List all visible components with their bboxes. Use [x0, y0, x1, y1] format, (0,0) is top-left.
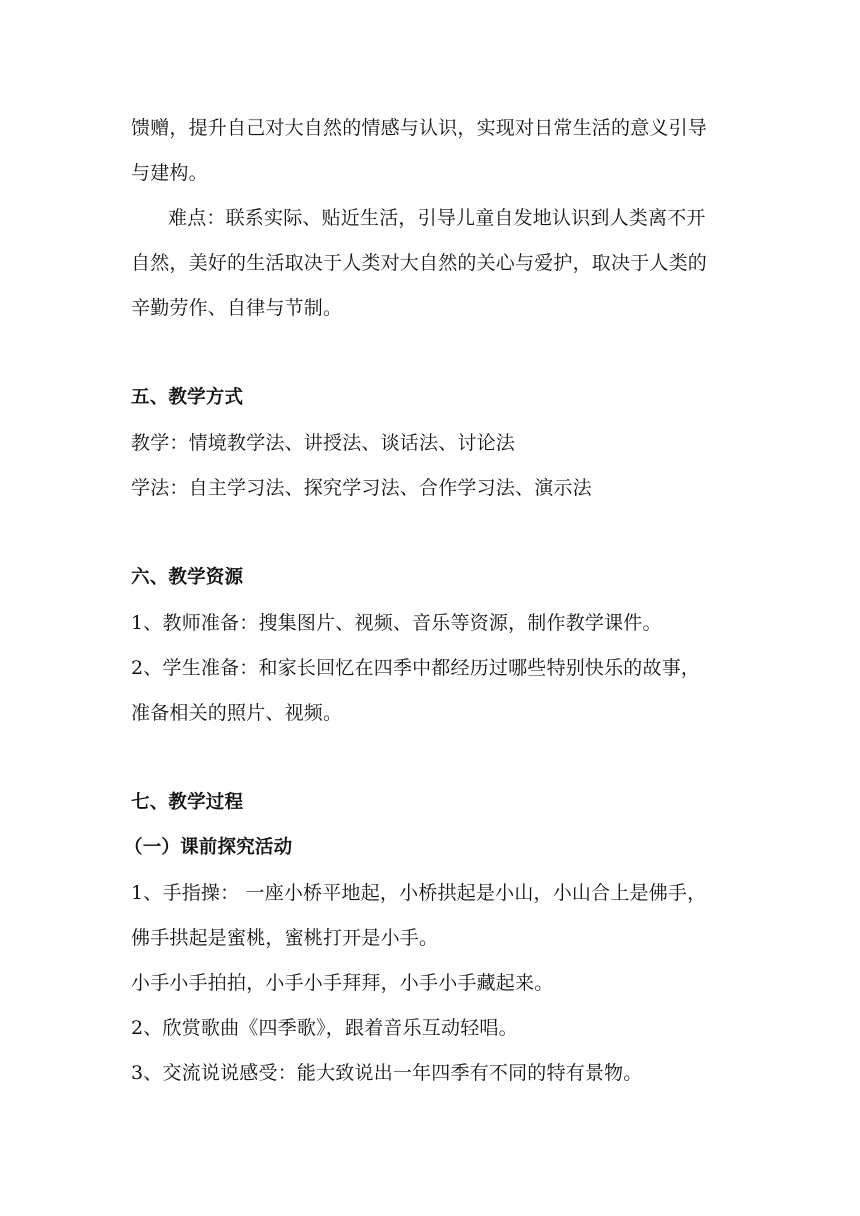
- section-heading-teaching-methods: 五、教学方式: [131, 387, 244, 408]
- paragraph-line: 馈赠，提升自己对大自然的情感与认识，实现对日常生活的意义引导: [131, 117, 708, 139]
- teacher-preparation-line: 1、教师准备：搜集图片、视频、音乐等资源，制作教学课件。: [131, 612, 662, 634]
- discussion-line: 3、交流说说感受：能大致说出一年四季有不同的特有景物。: [131, 1062, 643, 1084]
- paragraph-line: 自然，美好的生活取决于人类对大自然的关心与爱护，取决于人类的: [131, 252, 708, 274]
- section-heading-teaching-process: 七、教学过程: [131, 792, 244, 813]
- finger-exercise-line: 1、手指操： 一座小桥平地起，小桥拱起是小山，小山合上是佛手，: [131, 882, 707, 904]
- paragraph-line: 佛手拱起是蜜桃，蜜桃打开是小手。: [131, 927, 439, 949]
- subsection-heading: （一）课前探究活动: [124, 837, 293, 858]
- paragraph-line: 准备相关的照片、视频。: [131, 702, 343, 724]
- section-heading-teaching-resources: 六、教学资源: [131, 567, 244, 588]
- paragraph-line: 辛勤劳作、自律与节制。: [131, 297, 343, 319]
- song-appreciation-line: 2、欣赏歌曲《四季歌》，跟着音乐互动轻唱。: [131, 1017, 518, 1039]
- learning-methods-line: 学法：自主学习法、探究学习法、合作学习法、演示法: [131, 477, 592, 499]
- paragraph-line: 小手小手拍拍，小手小手拜拜，小手小手藏起来。: [131, 972, 554, 994]
- teaching-methods-line: 教学：情境教学法、讲授法、谈话法、讨论法: [131, 432, 516, 454]
- paragraph-line: 与建构。: [131, 162, 208, 184]
- student-preparation-line: 2、学生准备：和家长回忆在四季中都经历过哪些特别快乐的故事，: [131, 657, 701, 679]
- difficulty-paragraph: 难点：联系实际、贴近生活，引导儿童自发地认识到人类离不开: [168, 207, 706, 229]
